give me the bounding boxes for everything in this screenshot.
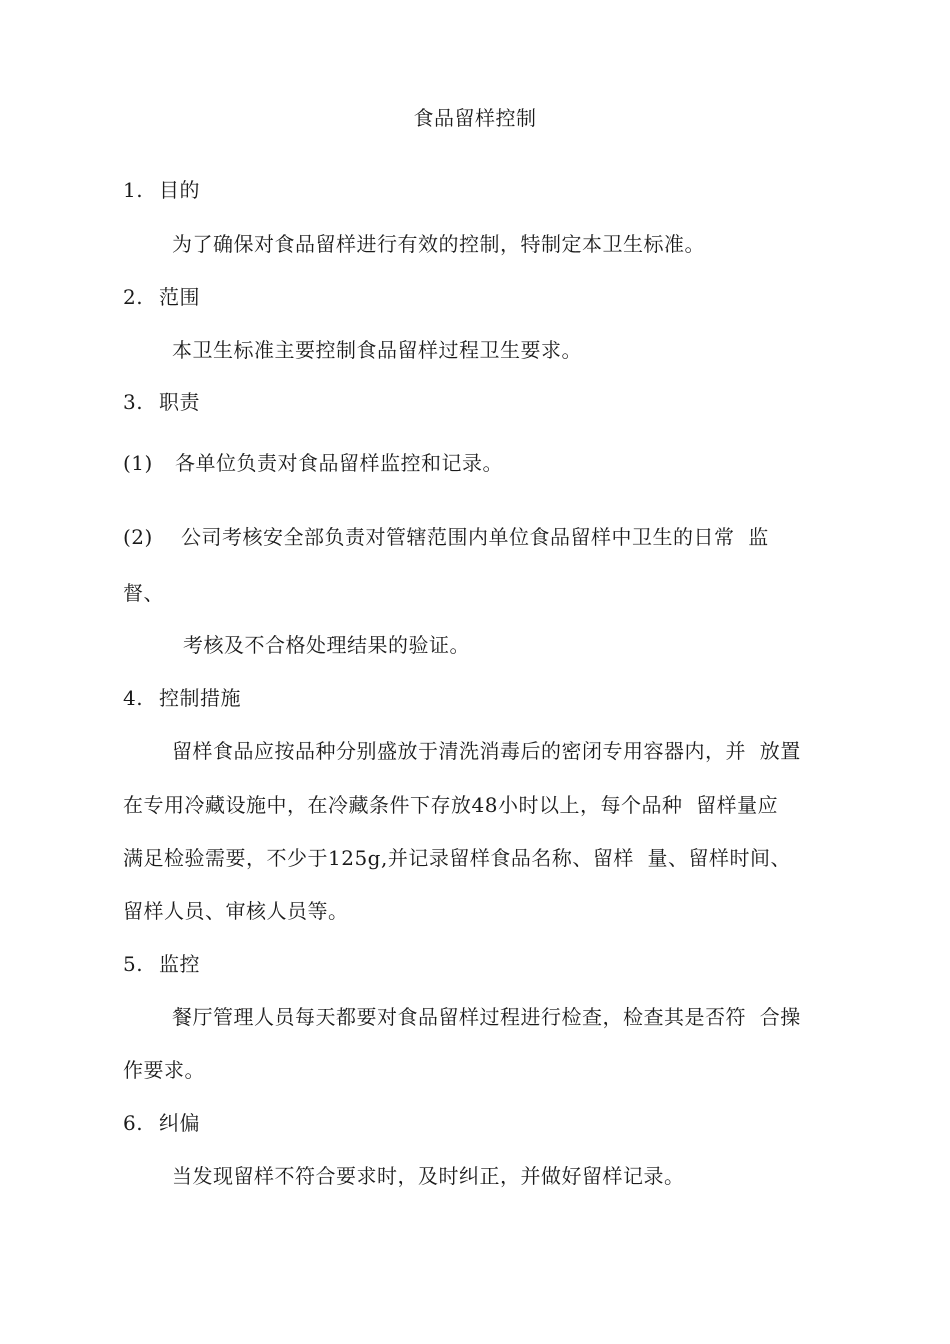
- control-line-3: 满足检验需要，不少于125g,并记录留样食品名称、留样 量、留样时间、: [123, 846, 792, 870]
- control-line-4: 留样人员、审核人员等。: [123, 899, 349, 923]
- duty-text: 各单位负责对食品留样监控和记录。: [175, 451, 503, 475]
- section-title: 范围: [159, 285, 200, 309]
- correction-paragraph: 当发现留样不符合要求时，及时纠正，并做好留样记录。: [172, 1164, 685, 1188]
- section-number: 3.: [123, 390, 144, 414]
- section-number: 4.: [123, 686, 144, 710]
- scope-paragraph: 本卫生标准主要控制食品留样过程卫生要求。: [172, 338, 582, 362]
- control-line-2: 在专用冷藏设施中，在冷藏条件下存放48小时以上，每个品种 留样量应: [123, 793, 779, 817]
- section-heading-purpose: [123, 177, 200, 203]
- section-number: 1.: [123, 178, 144, 202]
- page-title: 食品留样控制: [413, 106, 537, 130]
- section-number: 2.: [123, 285, 144, 309]
- section-title: 监控: [159, 952, 200, 976]
- monitor-line-1: 餐厅管理人员每天都要对食品留样过程进行检查，检查其是否符 合操: [172, 1005, 801, 1029]
- duty-item-2: [123, 524, 769, 550]
- section-title: 控制措施: [159, 686, 241, 710]
- control-line-1: 留样食品应按品种分别盛放于清洗消毒后的密闭专用容器内，并 放置: [172, 739, 801, 763]
- duty-2-continuation-2: 考核及不合格处理结果的验证。: [183, 633, 470, 657]
- duty-item-1: [123, 450, 503, 476]
- purpose-paragraph: 为了确保对食品留样进行有效的控制，特制定本卫生标准。: [172, 232, 705, 256]
- duty-2-continuation: 督、: [123, 581, 164, 605]
- section-heading-scope: [123, 284, 200, 310]
- section-heading-correction: [123, 1110, 200, 1136]
- section-title: 纠偏: [159, 1111, 200, 1135]
- section-title: 目的: [159, 178, 200, 202]
- section-title: 职责: [159, 390, 200, 414]
- section-heading-monitoring: [123, 951, 200, 977]
- duty-text: 公司考核安全部负责对管辖范围内单位食品留样中卫生的日常 监: [181, 525, 769, 549]
- section-number: 6.: [123, 1111, 144, 1135]
- monitor-line-2: 作要求。: [123, 1058, 205, 1082]
- section-number: 5.: [123, 952, 144, 976]
- duty-number: (2): [123, 525, 153, 549]
- duty-number: (1): [123, 451, 153, 475]
- section-heading-duties: [123, 389, 200, 415]
- section-heading-control-measures: [123, 685, 241, 711]
